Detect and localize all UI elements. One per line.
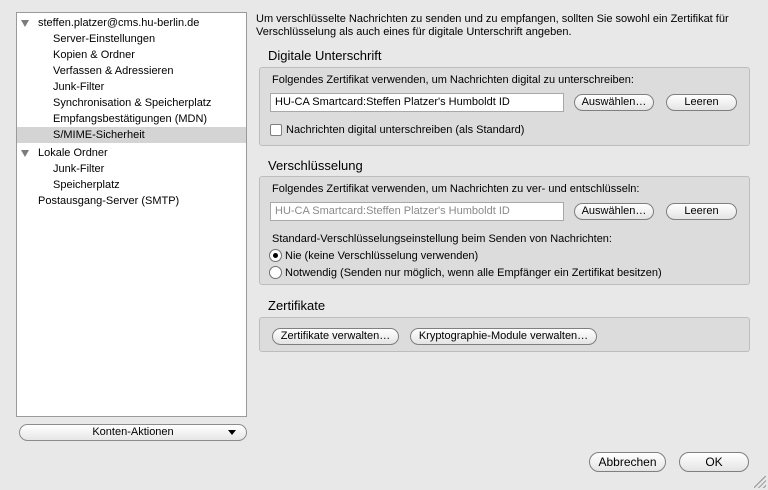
account-tree[interactable] [16,12,247,417]
tree-item-smtp[interactable]: Postausgang-Server (SMTP) [38,195,180,207]
tree-item-local-folders[interactable]: Lokale Ordner [17,145,246,161]
cancel-button[interactable]: Abbrechen [589,452,666,472]
encryption-never-radio[interactable] [269,249,282,262]
tree-item-smime-security[interactable]: S/MIME-Sicherheit [17,127,246,143]
encryption-clear-button[interactable]: Leeren [666,203,737,220]
tree-item-local-junk-filter[interactable]: Junk-Filter [53,163,105,175]
tree-item-local-storage[interactable]: Speicherplatz [53,179,120,191]
manage-crypto-modules-button[interactable]: Kryptographie-Module verwalten… [410,328,597,345]
encryption-select-button[interactable]: Auswählen… [574,203,654,220]
tree-item-sync-storage[interactable]: Synchronisation & Speicherplatz [53,97,212,109]
disclosure-triangle-icon[interactable] [21,20,29,27]
signing-clear-button[interactable]: Leeren [666,94,737,111]
encryption-label: Folgendes Zertifikat verwenden, um Nachrichten zu ver- und entschlüsseln: [272,183,640,195]
certificates-section-title: Zertifikate [268,298,326,313]
tree-item-copies-folders[interactable]: Kopien & Ordner [53,49,135,61]
sign-default-checkbox[interactable] [270,124,282,136]
signing-section-title: Digitale Unterschrift [268,48,382,63]
encryption-never-label: Nie (keine Verschlüsselung verwenden) [285,250,479,262]
tree-item-junk-filter[interactable]: Junk-Filter [53,81,105,93]
ok-button[interactable]: OK [679,452,749,472]
encryption-default-label: Standard-Verschlüsselungseinstellung beim Senden von Nachrichten: [272,233,612,245]
tree-item-composition[interactable]: Verfassen & Adressieren [53,65,174,77]
encryption-required-radio[interactable] [269,266,282,279]
dropdown-arrow-icon [228,430,236,435]
signing-certificate-field[interactable]: HU-CA Smartcard:Steffen Platzer's Humboldt ID [270,93,564,112]
tree-item-account[interactable]: steffen.platzer@cms.hu-berlin.de [17,15,246,31]
encryption-section-title: Verschlüsselung [268,158,363,173]
signing-select-button[interactable]: Auswählen… [574,94,654,111]
tree-item-receipts[interactable]: Empfangsbestätigungen (MDN) [53,113,208,125]
signing-label: Folgendes Zertifikat verwenden, um Nachrichten digital zu unterschreiben: [272,74,634,86]
intro-text: Um verschlüsselte Nachrichten zu senden und zu empfangen, sollten Sie sowohl ein Zertifikat für Verschlüsselung als auch eines für digitale Unterschrift angeben. [256,13,729,38]
tree-item-server-settings[interactable]: Server-Einstellungen [53,33,156,45]
encryption-required-label: Notwendig (Senden nur möglich, wenn alle Empfänger ein Zertifikat besitzen) [285,267,662,279]
disclosure-triangle-icon[interactable] [21,150,29,157]
manage-certificates-button[interactable]: Zertifikate verwalten… [272,328,399,345]
resize-grip-icon[interactable] [754,476,766,488]
sign-default-label: Nachrichten digital unterschreiben (als Standard) [286,124,525,136]
encryption-certificate-field[interactable]: HU-CA Smartcard:Steffen Platzer's Humboldt ID [270,202,564,221]
account-actions-button[interactable]: Konten-Aktionen [19,424,247,441]
